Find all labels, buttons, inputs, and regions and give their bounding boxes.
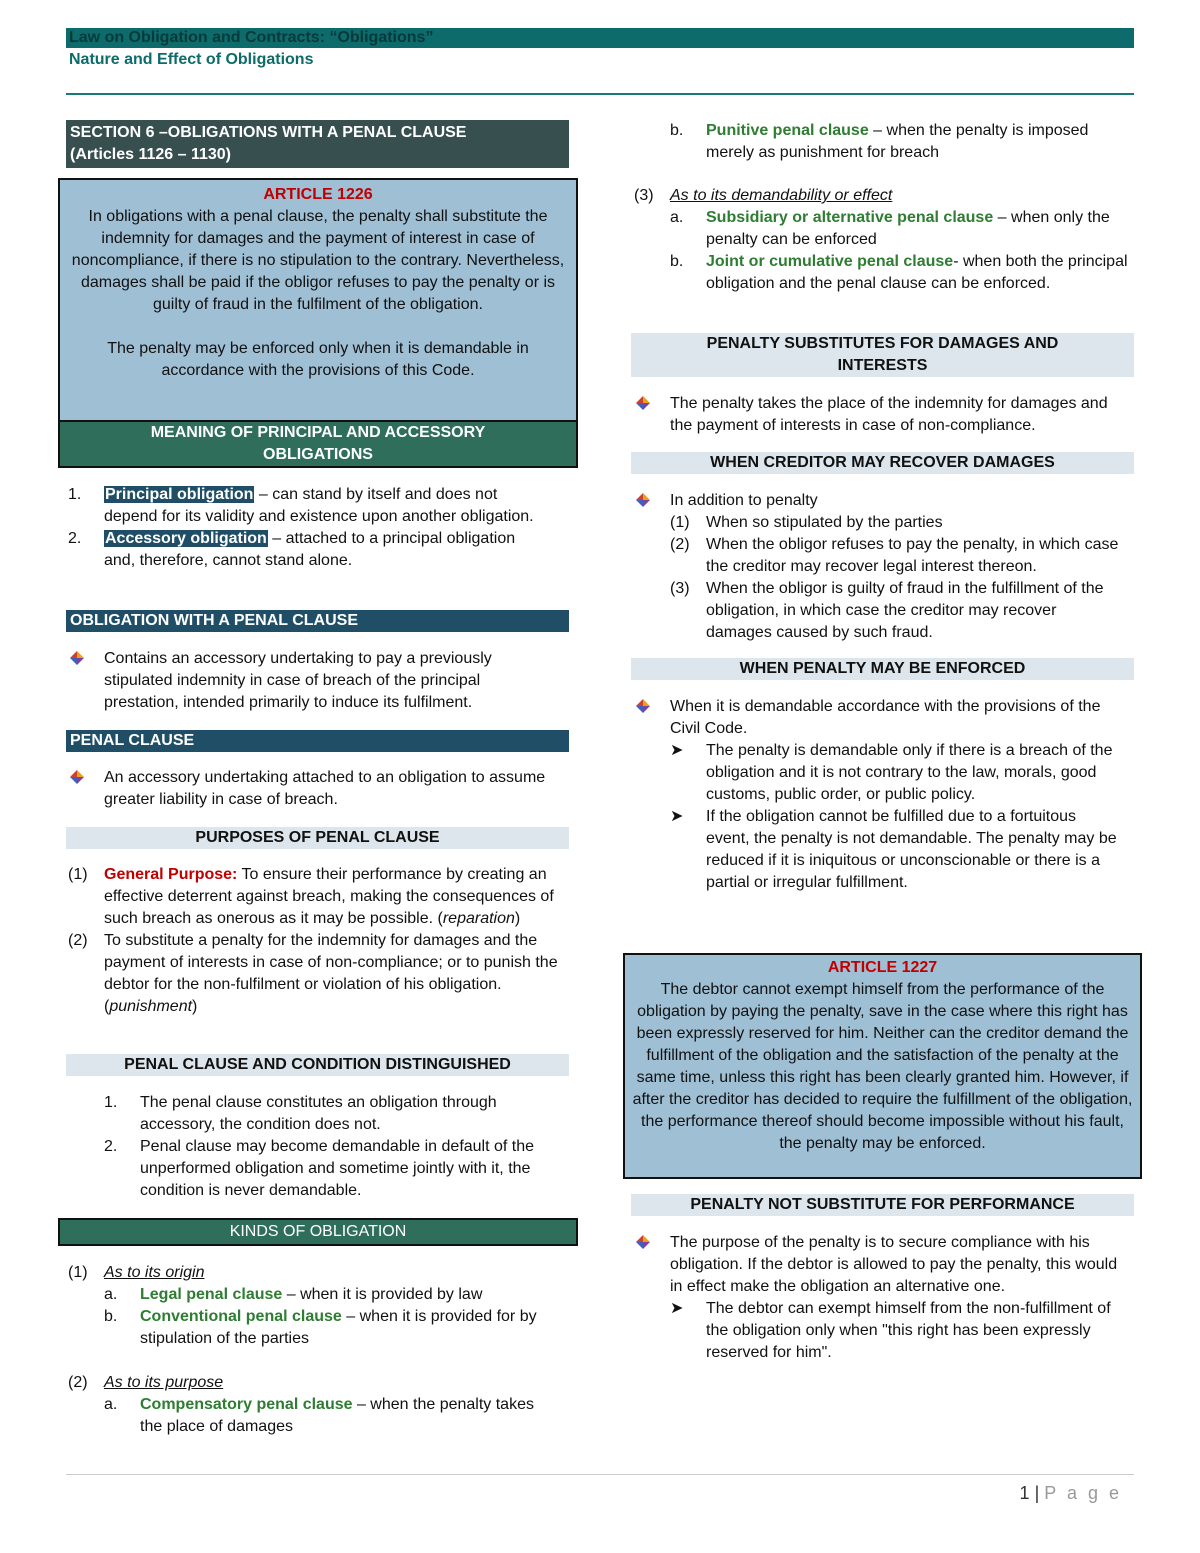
term-desc: – attached to a principal obligation and, therefore, cannot stand alone. (104, 530, 516, 569)
list-item (68, 864, 558, 930)
item-number: 2. (68, 530, 82, 547)
item-letter: a. (670, 209, 684, 226)
article-1226-p2: The penalty may be enforced only when it is demandable in accordance with the provisions of this Code. (107, 340, 529, 379)
notsubst-heading: PENALTY NOT SUBSTITUTE FOR PERFORMANCE (631, 1194, 1134, 1216)
item-text: The debtor can exempt himself from the non-fulfillment of the obligation only when "this right has been expressly reserved for him". (706, 1300, 1111, 1361)
pc-text: An accessory undertaking attached to an obligation to assume greater liability in case of breach. (104, 769, 546, 808)
doc-subtitle: Nature and Effect of Obligations (66, 50, 1134, 70)
demandability-list (634, 185, 1134, 295)
meaning-heading: MEANING OF PRINCIPAL AND ACCESSORY OBLIGATIONS (58, 422, 578, 468)
term-principal: Principal obligation (105, 486, 254, 503)
owpc-text: Contains an accessory undertaking to pay a previously stipulated indemnity in case of breach of the principal prestation, intended primarily to induce its fulfilment. (104, 650, 492, 711)
sub-item (68, 1306, 558, 1350)
term-desc: – when it is provided for by stipulation of the parties (140, 1308, 537, 1347)
notsubst-list (634, 1232, 1124, 1364)
purpose-end: ) (192, 998, 198, 1015)
origin-label: As to its origin (104, 1264, 205, 1281)
purpose-text: To substitute a penalty for the indemnity for damages and the payment of interests in case of non-compliance; or to punish the debtor for the non-fulfilment or violation of his obligation. ( (104, 932, 558, 1015)
item-text: If the obligation cannot be fulfilled due to a fortuitous event, the penalty is not demandable. The penalty may be reduced if it is iniquitous or unconscionable or there is a partial or irregular fulfillment. (706, 808, 1117, 891)
list-item (634, 490, 1124, 512)
notsubst-text: The purpose of the penalty is to secure compliance with his obligation. If the debtor is allowed to pay the penalty, this would in effect make the obligation an alternative one. (670, 1234, 1118, 1295)
subst-text: The penalty takes the place of the indemnity for damages and the payment of interests in case of non-compliance. (670, 395, 1108, 434)
item-text: The penalty is demandable only if there is a breach of the obligation and it is not contrary to the law, morals, good customs, public order, or public policy. (706, 742, 1113, 803)
term-accessory: Accessory obligation (105, 530, 267, 547)
item-number: (1) (670, 514, 690, 531)
page-label: P a g e (1044, 1483, 1122, 1503)
item-letter: a. (104, 1396, 118, 1413)
purposes-heading: PURPOSES OF PENAL CLAUSE (66, 827, 569, 849)
enforced-list (634, 696, 1124, 894)
enforced-intro: When it is demandable accordance with the provisions of the Civil Code. (670, 698, 1101, 737)
item-text: When the obligor refuses to pay the penalty, in which case the creditor may recover legal interest thereon. (706, 536, 1119, 575)
list-item (68, 930, 558, 1018)
list-item (68, 648, 548, 714)
list-item (68, 484, 548, 528)
sub-item (634, 1298, 1124, 1364)
bullet-icon (634, 393, 670, 437)
owpc-list (68, 648, 548, 714)
arrow-icon: ➤ (670, 808, 684, 825)
list-item (104, 1092, 564, 1136)
term-desc: – when the penalty takes the place of damages (140, 1396, 534, 1435)
owpc-heading: OBLIGATION WITH A PENAL CLAUSE (66, 610, 569, 632)
list-item (68, 767, 548, 811)
section-title-line2: (Articles 1126 – 1130) (70, 146, 232, 163)
pc-list (68, 767, 548, 811)
distinguished-heading: PENAL CLAUSE AND CONDITION DISTINGUISHED (66, 1054, 569, 1076)
term-desc: – when the penalty is imposed merely as punishment for breach (706, 122, 1089, 161)
demandability-label: As to its demandability or effect (670, 187, 893, 204)
doc-title: Law on Obligation and Contracts: “Obligations” (66, 28, 1134, 48)
legal-term: Legal penal clause (140, 1286, 283, 1303)
article-1227-box (623, 953, 1142, 1179)
sub-item (634, 207, 1134, 251)
bullet-icon (68, 648, 104, 714)
term-desc: – can stand by itself and does not depend for its validity and existence upon another obligation. (104, 486, 534, 525)
term-desc: - when both the principal obligation and the penal clause can be enforced. (706, 253, 1128, 292)
page-sep: | (1034, 1483, 1040, 1503)
punitive-term: Punitive penal clause (706, 122, 869, 139)
item-text: When the obligor is guilty of fraud in the fulfillment of the obligation, in which case the creditor may recover damages caused by such fraud. (706, 580, 1104, 641)
subst-list (634, 393, 1124, 437)
article-1227-text: The debtor cannot exempt himself from the performance of the obligation by paying the penalty, save in the case where this right has been expressly reserved for him. Neither can the creditor demand the fulfillment of the obligation and the satisfaction of the penalty at the same time, unless this right has been clearly granted him. However, if after the creditor has decided to require the fulfillment of the obligation, the performance thereof should become impossible without his fault, the penalty may be enforced. (632, 981, 1133, 1152)
footer-divider (66, 1474, 1134, 1475)
conventional-term: Conventional penal clause (140, 1308, 342, 1325)
distinguished-list (104, 1092, 564, 1202)
article-1227-heading: ARTICLE 1227 (827, 959, 938, 976)
kinds-list (68, 1262, 558, 1438)
sub-item (634, 740, 1124, 806)
general-purpose-label: General Purpose: (104, 866, 238, 883)
arrow-icon: ➤ (670, 742, 684, 759)
kinds-heading: KINDS OF OBLIGATION (58, 1218, 578, 1246)
sub-item (670, 120, 1134, 164)
article-1226-p1: In obligations with a penal clause, the penalty shall substitute the indemnity for damages and the payment of interest in case of noncompliance, if there is no stipulation to the contrary. Nevertheless, damages shall be paid if the obligor refuses to pay the penalty or is guilty of fraud in the fulfilment of the obligation. (71, 208, 565, 313)
item-text: The penal clause constitutes an obligation through accessory, the condition does not. (140, 1094, 497, 1133)
sub-item (68, 1394, 558, 1438)
article-1226-box (58, 178, 578, 422)
purposes-list (68, 864, 558, 1018)
penal-clause-heading: PENAL CLAUSE (66, 730, 569, 752)
list-item (634, 696, 1124, 740)
item-letter: b. (104, 1308, 118, 1325)
bullet-icon (634, 1232, 670, 1298)
meaning-list (68, 484, 548, 572)
subst-heading: PENALTY SUBSTITUTES FOR DAMAGES AND INTERESTS (631, 333, 1134, 377)
subsidiary-term: Subsidiary or alternative penal clause (706, 209, 994, 226)
list-item (634, 393, 1124, 437)
sub-item (634, 251, 1134, 295)
purpose-label: As to its purpose (104, 1374, 224, 1391)
punitive-item (670, 120, 1134, 164)
bullet-icon (634, 696, 670, 740)
recover-heading: WHEN CREDITOR MAY RECOVER DAMAGES (631, 452, 1134, 474)
sub-item (68, 1284, 558, 1306)
bullet-icon (68, 767, 104, 811)
item-letter: b. (670, 253, 684, 270)
page-number (1020, 1482, 1122, 1504)
arrow-icon: ➤ (670, 1300, 684, 1317)
purpose-text: To ensure their performance by creating an effective deterrent against breach, making the consequences of such breach as onerous as it may be possible. ( (104, 866, 554, 927)
left-column (66, 120, 569, 168)
term-desc: – when it is provided by law (282, 1286, 483, 1303)
article-1226-heading: ARTICLE 1226 (263, 186, 373, 203)
item-number: (2) (670, 536, 690, 553)
sub-item (634, 512, 1124, 534)
item-letter: b. (670, 122, 684, 139)
bullet-icon (634, 490, 670, 512)
page-num: 1 (1019, 1483, 1030, 1503)
item-text: Penal clause may become demandable in default of the unperformed obligation and sometime jointly with it, the condition is never demandable. (140, 1138, 535, 1199)
item-number: (2) (68, 1374, 88, 1391)
header-divider (66, 93, 1134, 95)
purpose-tag: reparation (442, 910, 515, 927)
item-number: (1) (68, 1264, 88, 1281)
item-number: (2) (68, 932, 88, 949)
enforced-heading: WHEN PENALTY MAY BE ENFORCED (631, 658, 1134, 680)
sub-item (634, 534, 1124, 578)
purpose-end: ) (514, 910, 521, 927)
purpose-tag: punishment (109, 998, 193, 1015)
list-item (104, 1136, 564, 1202)
list-item (634, 185, 1134, 207)
list-item (68, 528, 548, 572)
item-number: (3) (670, 580, 690, 597)
section-title (66, 120, 569, 168)
recover-intro: In addition to penalty (670, 492, 818, 509)
item-letter: a. (104, 1286, 118, 1303)
compensatory-term: Compensatory penal clause (140, 1396, 353, 1413)
recover-list (634, 490, 1124, 644)
sub-item (634, 806, 1124, 894)
list-item (634, 1232, 1124, 1298)
item-number: 1. (104, 1094, 118, 1111)
item-number: 1. (68, 486, 82, 503)
item-number: (1) (68, 866, 88, 883)
list-item (68, 1372, 558, 1394)
joint-term: Joint or cumulative penal clause (706, 253, 954, 270)
sub-item (634, 578, 1124, 644)
item-text: When so stipulated by the parties (706, 514, 943, 531)
item-number: (3) (634, 187, 654, 204)
section-title-line1: SECTION 6 –OBLIGATIONS WITH A PENAL CLAUSE (70, 124, 467, 141)
term-desc: – when only the penalty can be enforced (706, 209, 1110, 248)
item-number: 2. (104, 1138, 118, 1155)
list-item (68, 1262, 558, 1284)
